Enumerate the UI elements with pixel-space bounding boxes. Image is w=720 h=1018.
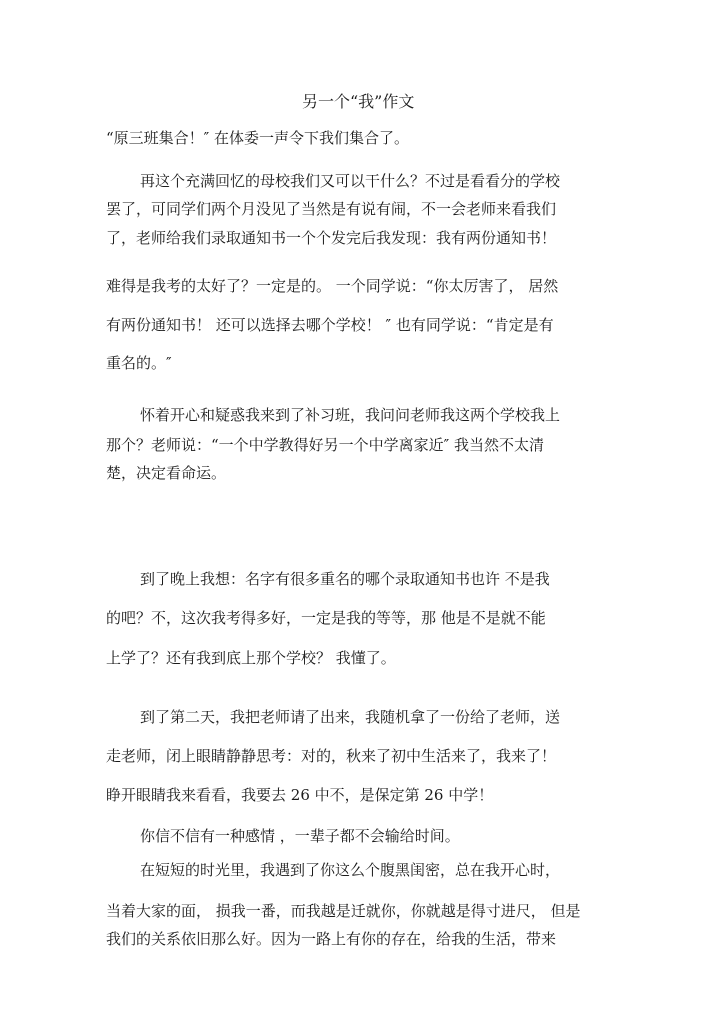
text-line: 楚，决定看命运。 [106,464,227,482]
text-line: 的吧？不，这次我考得多好，一定是我的等等，那 他是不是就不能 [106,609,546,627]
text-line: 到了第二天，我把老师请了出来，我随机拿了一份给了老师，送 [140,708,561,726]
text-line: 我们的关系依旧那么好。因为一路上有你的存在，给我的生活，带来 [106,930,557,948]
text-line: 当着大家的面， 损我一番，而我越是迁就你，你就越是得寸进尺， 但是 [106,902,581,920]
text-line: 了，老师给我们录取通知书一个个发完后我发现：我有两份通知书！ [106,229,557,247]
document-title: 另一个“我”作文 [302,92,415,111]
text-line: 上学了？还有我到底上那个学校？ 我懂了。 [106,649,396,667]
text-line: 难得是我考的太好了？一定是的。 一个同学说：“你太厉害了， 居然 [106,277,559,295]
text-line: 睁开眼睛我来看看，我要去 26 中不，是保定第 26 中学！ [106,786,494,804]
text-line: 怀着开心和疑惑我来到了补习班，我问问老师我这两个学校我上 [140,406,561,424]
text-line: 走老师，闭上眼睛静静思考：对的，秋来了初中生活来了，我来了！ [106,747,557,765]
text-line: 重名的。″ [106,354,172,372]
text-line: 有两份通知书！ 还可以选择去哪个学校！ ″ 也有同学说：“肯定是有 [106,316,554,334]
text-line: 那个？老师说：“一个中学教得好另一个中学离家近″ 我当然不太清 [106,436,545,454]
text-line: 再这个充满回忆的母校我们又可以干什么？不过是看看分的学校 [140,172,561,190]
text-line: 在短短的时光里，我遇到了你这么个腹黑闺密，总在我开心时， [140,861,561,879]
text-line: 你信不信有一种感情 ，一辈子都不会输给时间。 [140,827,460,845]
text-line: “原三班集合！″ 在体委一声令下我们集合了。 [106,129,410,147]
text-line: 罢了，可同学们两个月没见了当然是有说有闹，不一会老师来看我们 [106,200,557,218]
text-line: 到了晚上我想：名字有很多重名的哪个录取通知书也许 不是我 [140,570,550,588]
